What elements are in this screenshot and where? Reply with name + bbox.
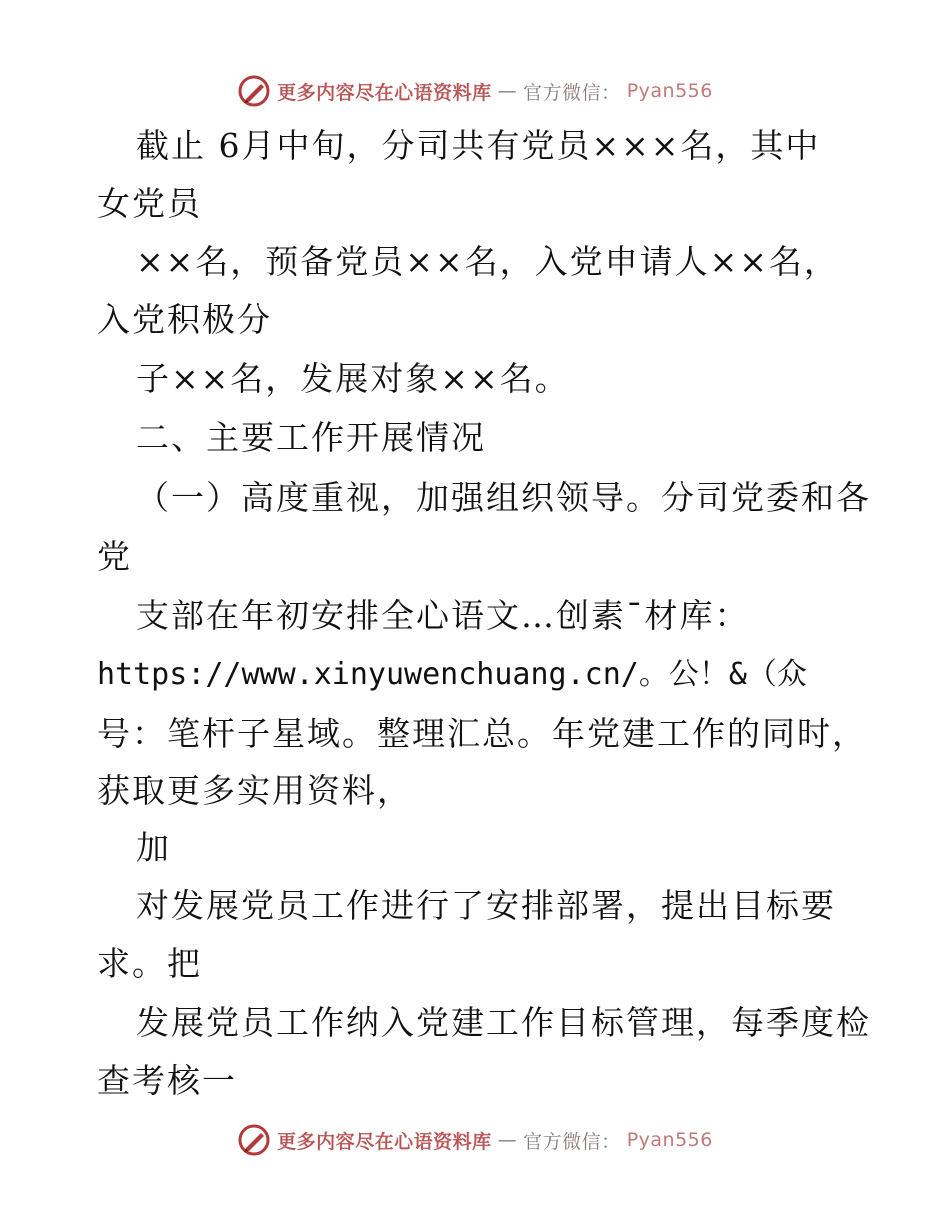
footer-watermark [0,1120,950,1160]
watermark-wechat-label: 官方微信： [523,81,621,104]
text-line-17: 查考核一 [97,1061,237,1100]
watermark-dash: — [497,80,518,102]
text-line-4: 入党积极分 [97,300,272,339]
text-line-14: 对发展党员工作进行了安排部署，提出目标要 [136,886,836,925]
watermark-site-text: 更多内容尽在心语资料库 [277,1130,492,1153]
watermark-wechat-id: Pyan556 [626,1129,713,1151]
header-watermark [0,71,950,111]
text-line-13: 加 [136,828,171,867]
text-line-11: 号：笔杆子星域。整理汇总。年党建工作的同时， [97,714,867,753]
watermark-dash: — [497,1129,518,1151]
text-line-5: 子××名，发展对象××名。 [136,359,570,398]
text-line-7: （一）高度重视，加强组织领导。分司党委和各 [136,478,871,517]
watermark-wechat-label: 官方微信： [523,1130,621,1153]
text-line-9: 支部在年初安排全心语文…创素¯材库： [136,596,750,635]
text-line-12: 获取更多实用资料， [97,771,412,810]
pen-logo-icon [237,1123,271,1157]
text-line-16: 发展党员工作纳入党建工作目标管理，每季度检 [136,1003,871,1042]
text-line-1: 截止 6月中旬，分司共有党员×××名，其中 [136,126,821,165]
watermark-wechat-id: Pyan556 [626,80,713,102]
text-line-3: ××名，预备党员××名，入党申请人××名， [136,242,839,281]
text-line-2: 女党员 [97,184,202,223]
text-line-8: 党 [97,537,132,576]
section-heading: 二、主要工作开展情况 [136,418,486,457]
text-line-15: 求。把 [97,944,202,983]
pen-logo-icon [237,74,271,108]
url-line: https://www.xinyuwenchuang.cn/。公！&（众 [97,657,807,692]
watermark-site-text: 更多内容尽在心语资料库 [277,81,492,104]
